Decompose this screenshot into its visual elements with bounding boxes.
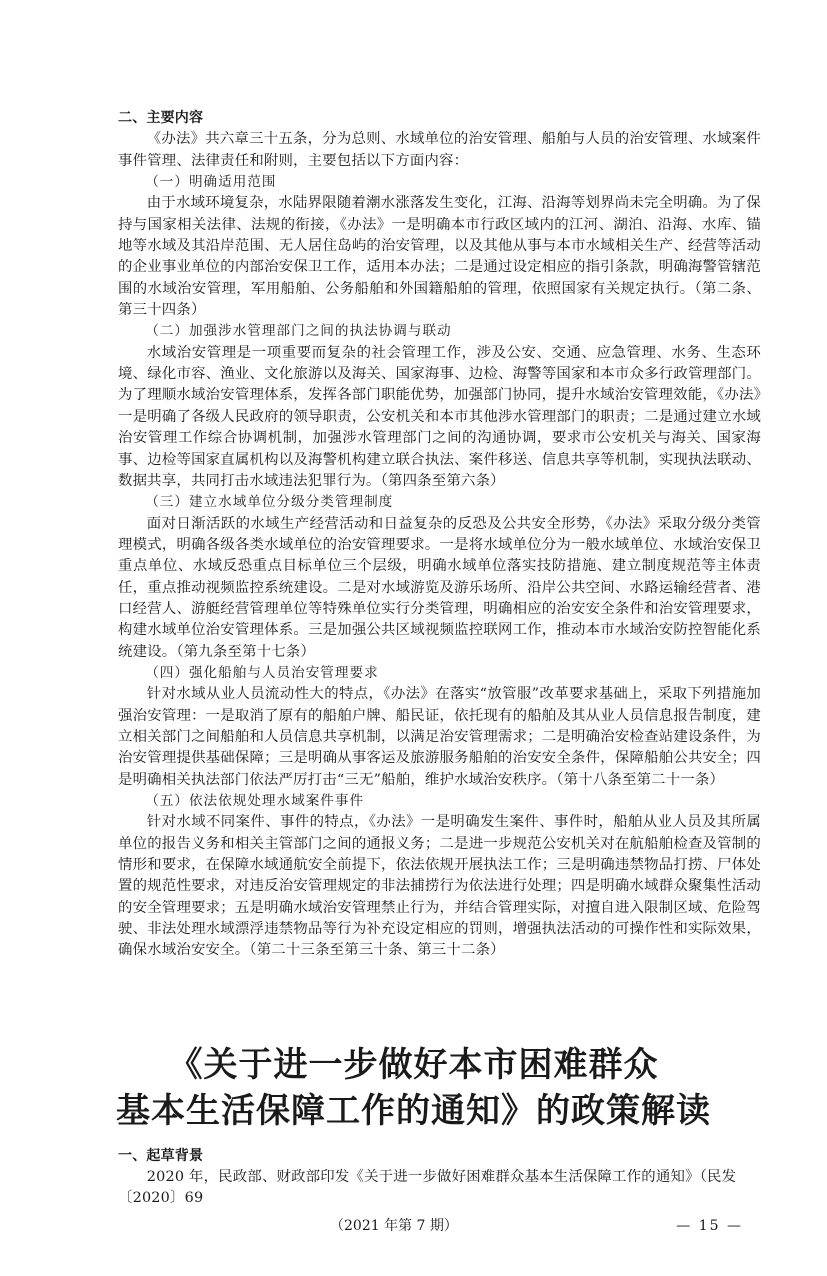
article-title [0,1042,827,1134]
paragraph: 面对日渐活跃的水域生产经营活动和日益复杂的反恐及公共安全形势，《办法》采取分级分类管理模式，明确各级各类水域单位的治安管理要求。一是将水域单位分为一般水域单位、水域治安保卫重点单位、水域反恐重点目标单位三个层级，明确水域单位落实技防措施、建立制度规范等主体责任，重点推动视频监控系统建设。二是对水域游览及游乐场所、沿岸公共空间、水路运输经营者、港口经营人、游艇经营管理单位等特殊单位实行分类管理，明确相应的治安安全条件和治安管理要求，构建水域单位治安管理体系。三是加强公共区域视频监控联网工作，推动本市水域治安防控智能化系统建设。（第九条至第十七条） [118,515,761,660]
section-heading: 二、主要内容 [118,110,204,126]
second-article-body [118,1146,761,1210]
article-body [118,108,761,962]
page-number: — 15 — [676,1217,743,1234]
paragraph: 《办法》共六章三十五条，分为总则、水域单位的治安管理、船舶与人员的治安管理、水域案件事件管理、法律责任和附则，主要包括以下方面内容： [118,131,761,169]
subsection-heading: （一）明确适用范围 [145,174,277,191]
subsection-heading: （三）建立水域单位分级分类管理制度 [145,494,394,511]
issue-number: （2021 年第 7 期） [330,1217,458,1234]
paragraph: 2020 年，民政部、财政部印发《关于进一步做好困难群众基本生活保障工作的通知》（民发〔2020〕69 [118,1169,737,1207]
title-line-1: 《关于进一步做好本市困难群众 [168,1044,659,1085]
paragraph: 针对水域从业人员流动性大的特点，《办法》在落实“放管服”改革要求基础上，采取下列措施加强治安管理：一是取消了原有的船舶户牌、船民证，依托现有的船舶及其从业人员信息报告制度，建立相关部门之间船舶和人员信息共享机制，以满足治安管理需求；二是明确治安检查站建设条件，为治安管理提供基础保障；三是明确从事客运及旅游服务船舶的治安安全条件，保障船舶公共安全；四是明确相关执法部门依法严厉打击“三无”船舶，维护水域治安秩序。（第十八条至第二十一条） [118,686,761,788]
subsection-heading: （二）加强涉水管理部门之间的执法协调与联动 [145,323,452,340]
title-line-2: 基本生活保障工作的通知》的政策解读 [116,1090,711,1131]
page-footer [118,1216,761,1236]
paragraph: 水域治安管理是一项重要而复杂的社会管理工作，涉及公安、交通、应急管理、水务、生态环境、绿化市容、渔业、文化旅游以及海关、国家海事、边检、海警等国家和本市众多行政管理部门。为了理顺水域治安管理体系，发挥各部门职能优势，加强部门协同，提升水域治安管理效能，《办法》一是明确了各级人民政府的领导职责，公安机关和本市其他涉水管理部门的职责；二是通过建立水域治安管理工作综合协调机制，加强涉水管理部门之间的沟通协调，要求市公安机关与海关、国家海事、边检等国家直属机构以及海警机构建立联合执法、案件移送、信息共享等机制，实现执法联动、数据共享，共同打击水域违法犯罪行为。（第四条至第六条） [118,344,761,489]
subsection-heading: （五）依法依规处理水域案件事件 [145,793,365,809]
subsection-heading: （四）强化船舶与人员治安管理要求 [145,664,379,681]
paragraph: 由于水域环境复杂，水陆界限随着潮水涨落发生变化，江海、沿海等划界尚未完全明确。为了保持与国家相关法律、法规的衔接，《办法》一是明确本市行政区域内的江河、湖泊、沿海、水库、锚地等水域及其沿岸范围、无人居住岛屿的治安管理，以及其他从事与本市水域相关生产、经营等活动的企业事业单位的内部治安保卫工作，适用本办法；二是通过设定相应的指引条款，明确海警管辖范围的水域治安管理，军用船舶、公务船舶和外国籍船舶的管理，依照国家有关规定执行。（第二条、第三十四条） [118,195,761,319]
paragraph: 针对水域不同案件、事件的特点，《办法》一是明确发生案件、事件时，船舶从业人员及其所属单位的报告义务和相关主管部门之间的通报义务；二是进一步规范公安机关对在航船舶检查及管制的情形和要求，在保障水域通航安全前提下，依法依规开展执法工作；三是明确违禁物品打捞、尸体处置的规范性要求，对违反治安管理规定的非法捕捞行为依法进行处理；四是明确水域群众聚集性活动的安全管理要求；五是明确水域治安管理禁止行为，并结合管理实际，对擅自进入限制区域、危险驾驶、非法处理水域漂浮违禁物品等行为补充设定相应的罚则，增强执法活动的可操作性和实际效果，确保水域治安安全。（第二十三条至第三十条、第三十二条） [118,814,761,959]
section-heading: 一、起草背景 [118,1147,204,1164]
